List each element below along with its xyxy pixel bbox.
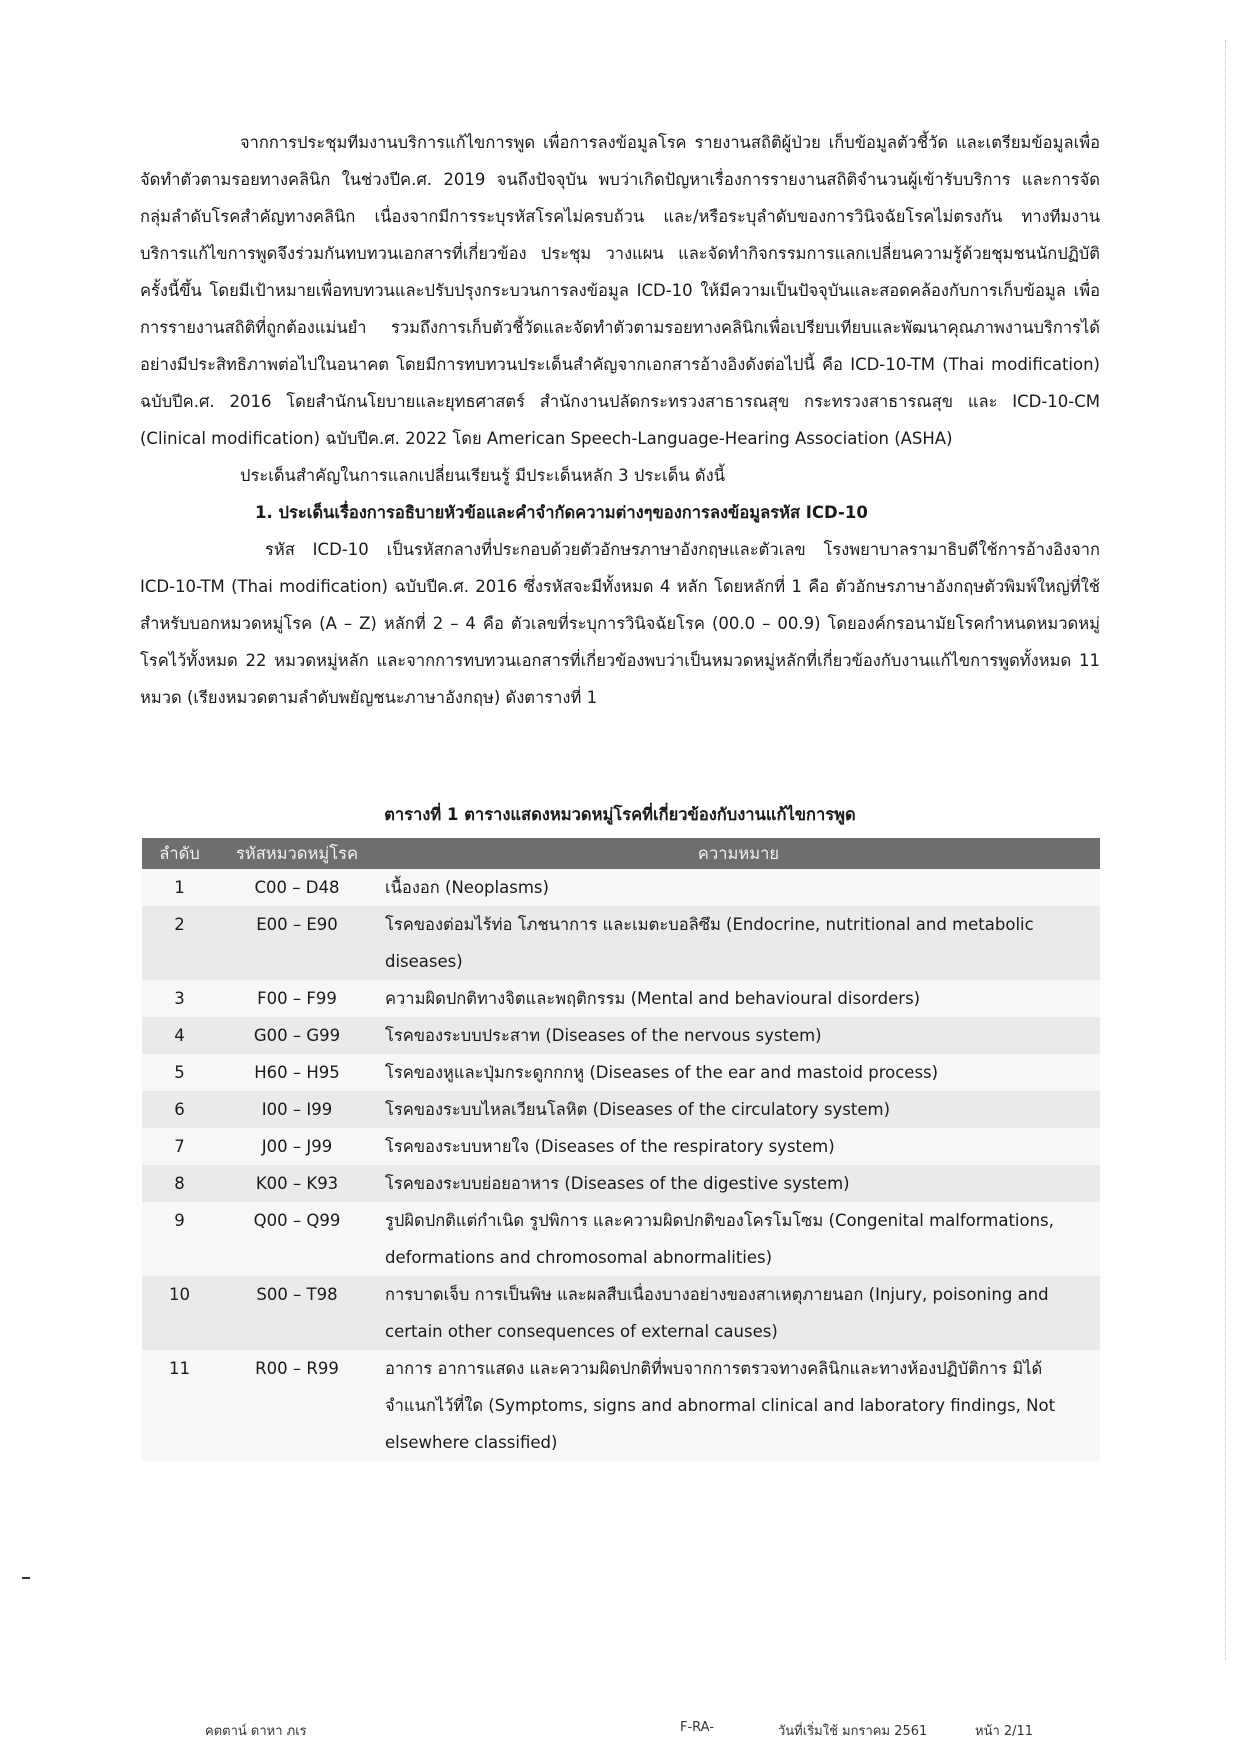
table-row (142, 1202, 1100, 1276)
row-desc: โรคของระบบหายใจ (Diseases of the respiratory system) (377, 1128, 1100, 1165)
row-no: 4 (142, 1017, 217, 1054)
row-code: H60 – H95 (217, 1054, 377, 1091)
scan-edge-line (1225, 40, 1227, 1660)
row-no: 5 (142, 1054, 217, 1091)
row-no: 3 (142, 980, 217, 1017)
paragraph-2: รหัส ICD-10 เป็นรหัสกลางที่ประกอบด้วยตัวอักษรภาษาอังกฤษและตัวเลข โรงพยาบาลรามาธิบดีใช้การอ้างอิงจาก ICD-10-TM (Thai modification) ฉบับปีค.ศ. 2016 ซึ่งรหัสจะมีทั้งหมด 4 หลัก โดยหลักที่ 1 คือ ตัวอักษรภาษาอังกฤษตัวพิมพ์ใหญ่ที่ใช้สำหรับบอกหมวดหมู่โรค (A – Z) หลักที่ 2 – 4 คือ ตัวเลขที่ระบุการวินิจฉัยโรค (00.0 – 00.9) โดยองค์กรอนามัยโรคกำหนดหมวดหมู่โรคไว้ทั้งหมด 22 หมวดหมู่หลัก และจากการทบทวนเอกสารที่เกี่ยวข้องพบว่าเป็นหมวดหมู่หลักที่เกี่ยวข้องกับงานแก้ไขการพูดทั้งหมด 11 หมวด (เรียงหมวดตามลำดับพยัญชนะภาษาอังกฤษ) ดังตารางที่ 1 (140, 540, 1100, 707)
row-desc: รูปผิดปกติแต่กำเนิด รูปพิการ และความผิดปกติของโครโมโซม (Congenital malformations, deformations and chromosomal abnormalities) (377, 1202, 1100, 1276)
header-meaning: ความหมาย (377, 838, 1100, 869)
row-desc: ความผิดปกติทางจิตและพฤติกรรม (Mental and behavioural disorders) (377, 980, 1100, 1017)
section-heading-1: 1. ประเด็นเรื่องการอธิบายหัวข้อและคำจำกัดความต่างๆของการลงข้อมูลรหัส ICD-10 (255, 503, 868, 522)
table-row (142, 1350, 1100, 1461)
row-no: 8 (142, 1165, 217, 1202)
table-row (142, 1054, 1100, 1091)
table-caption: ตารางที่ 1 ตารางแสดงหมวดหมู่โรคที่เกี่ยวข้องกับงานแก้ไขการพูด (384, 805, 856, 824)
row-desc: โรคของระบบย่อยอาหาร (Diseases of the digestive system) (377, 1165, 1100, 1202)
row-no: 10 (142, 1276, 217, 1350)
footer-page-number: หน้า 2/11 (975, 1724, 1034, 1739)
row-code: R00 – R99 (217, 1350, 377, 1461)
row-code: K00 – K93 (217, 1165, 377, 1202)
scan-mark (22, 1577, 30, 1579)
disease-category-table (142, 838, 1100, 1461)
table-row (142, 980, 1100, 1017)
row-code: J00 – J99 (217, 1128, 377, 1165)
row-no: 9 (142, 1202, 217, 1276)
row-desc: อาการ อาการแสดง และความผิดปกติที่พบจากการตรวจทางคลินิกและทางห้องปฏิบัติการ มิได้จำแนกไว้ที่ใด (Symptoms, signs and abnormal clinical and laboratory findings, Not elsewhere classified) (377, 1350, 1100, 1461)
row-desc: โรคของหูและปุ่มกระดูกกกหู (Diseases of the ear and mastoid process) (377, 1054, 1100, 1091)
row-code: Q00 – Q99 (217, 1202, 377, 1276)
header-no: ลำดับ (142, 838, 217, 869)
table-row (142, 1091, 1100, 1128)
row-no: 6 (142, 1091, 217, 1128)
row-no: 1 (142, 869, 217, 906)
table-row (142, 1276, 1100, 1350)
row-desc: เนื้องอก (Neoplasms) (377, 869, 1100, 906)
header-code: รหัสหมวดหมู่โรค (217, 838, 377, 869)
footer-author: คตตาน์ ดาหา ภเร (205, 1724, 307, 1739)
table-row (142, 869, 1100, 906)
row-desc: โรคของระบบไหลเวียนโลหิต (Diseases of the circulatory system) (377, 1091, 1100, 1128)
footer-effective-date: วันที่เริ่มใช้ มกราคม 2561 (778, 1724, 928, 1739)
row-desc: โรคของระบบประสาท (Diseases of the nervous system) (377, 1017, 1100, 1054)
footer-form-code: F-RA- (680, 1720, 714, 1735)
row-no: 7 (142, 1128, 217, 1165)
paragraph-1: จากการประชุมทีมงานบริการแก้ไขการพูด เพื่อการลงข้อมูลโรค รายงานสถิติผู้ป่วย เก็บข้อมูลตัวชี้วัด และเตรียมข้อมูลเพื่อจัดทำตัวตามรอยทางคลินิก ในช่วงปีค.ศ. 2019 จนถึงปัจจุบัน พบว่าเกิดปัญหาเรื่องการรายงานสถิติจำนวนผู้เข้ารับบริการ และการจัดกลุ่มลำดับโรคสำคัญทางคลินิก เนื่องจากมีการระบุรหัสโรคไม่ครบถ้วน และ/หรือระบุลำดับของการวินิจฉัยโรคไม่ตรงกัน ทางทีมงานบริการแก้ไขการพูดจึงร่วมกันทบทวนเอกสารที่เกี่ยวข้อง ประชุม วางแผน และจัดทำกิจกรรมการแลกเปลี่ยนความรู้ด้วยชุมชนนักปฏิบัติครั้งนี้ขึ้น โดยมีเป้าหมายเพื่อทบทวนและปรับปรุงกระบวนการลงข้อมูล ICD-10 ให้มีความเป็นปัจจุบันและสอดคล้องกับการเก็บข้อมูล เพื่อการรายงานสถิติที่ถูกต้องแม่นยำ รวมถึงการเก็บตัวชี้วัดและจัดทำตัวตามรอยทางคลินิกเพื่อเปรียบเทียบและพัฒนาคุณภาพงานบริการได้อย่างมีประสิทธิภาพต่อไปในอนาคต โดยมีการทบทวนประเด็นสำคัญจากเอกสารอ้างอิงดังต่อไปนี้ คือ ICD-10-TM (Thai modification) ฉบับปีค.ศ. 2016 โดยสำนักนโยบายและยุทธศาสตร์ สำนักงานปลัดกระทรวงสาธารณสุข กระทรวงสาธารณสุข และ ICD-10-CM (Clinical modification) ฉบับปีค.ศ. 2022 โดย American Speech-Language-Hearing Association (ASHA) (140, 133, 1100, 448)
row-no: 11 (142, 1350, 217, 1461)
row-no: 2 (142, 906, 217, 980)
table-header-row (142, 838, 1100, 869)
row-code: G00 – G99 (217, 1017, 377, 1054)
intro-line: ประเด็นสำคัญในการแลกเปลี่ยนเรียนรู้ มีประเด็นหลัก 3 ประเด็น ดังนี้ (240, 466, 725, 485)
row-code: I00 – I99 (217, 1091, 377, 1128)
row-desc: การบาดเจ็บ การเป็นพิษ และผลสืบเนื่องบางอย่างของสาเหตุภายนอก (Injury, poisoning and certain other consequences of external causes) (377, 1276, 1100, 1350)
table-row (142, 1128, 1100, 1165)
table-row (142, 1017, 1100, 1054)
row-desc: โรคของต่อมไร้ท่อ โภชนาการ และเมตะบอลิซึม (Endocrine, nutritional and metabolic diseases) (377, 906, 1100, 980)
body-text (140, 124, 1100, 716)
row-code: C00 – D48 (217, 869, 377, 906)
row-code: F00 – F99 (217, 980, 377, 1017)
table-row (142, 1165, 1100, 1202)
table-row (142, 906, 1100, 980)
row-code: S00 – T98 (217, 1276, 377, 1350)
row-code: E00 – E90 (217, 906, 377, 980)
